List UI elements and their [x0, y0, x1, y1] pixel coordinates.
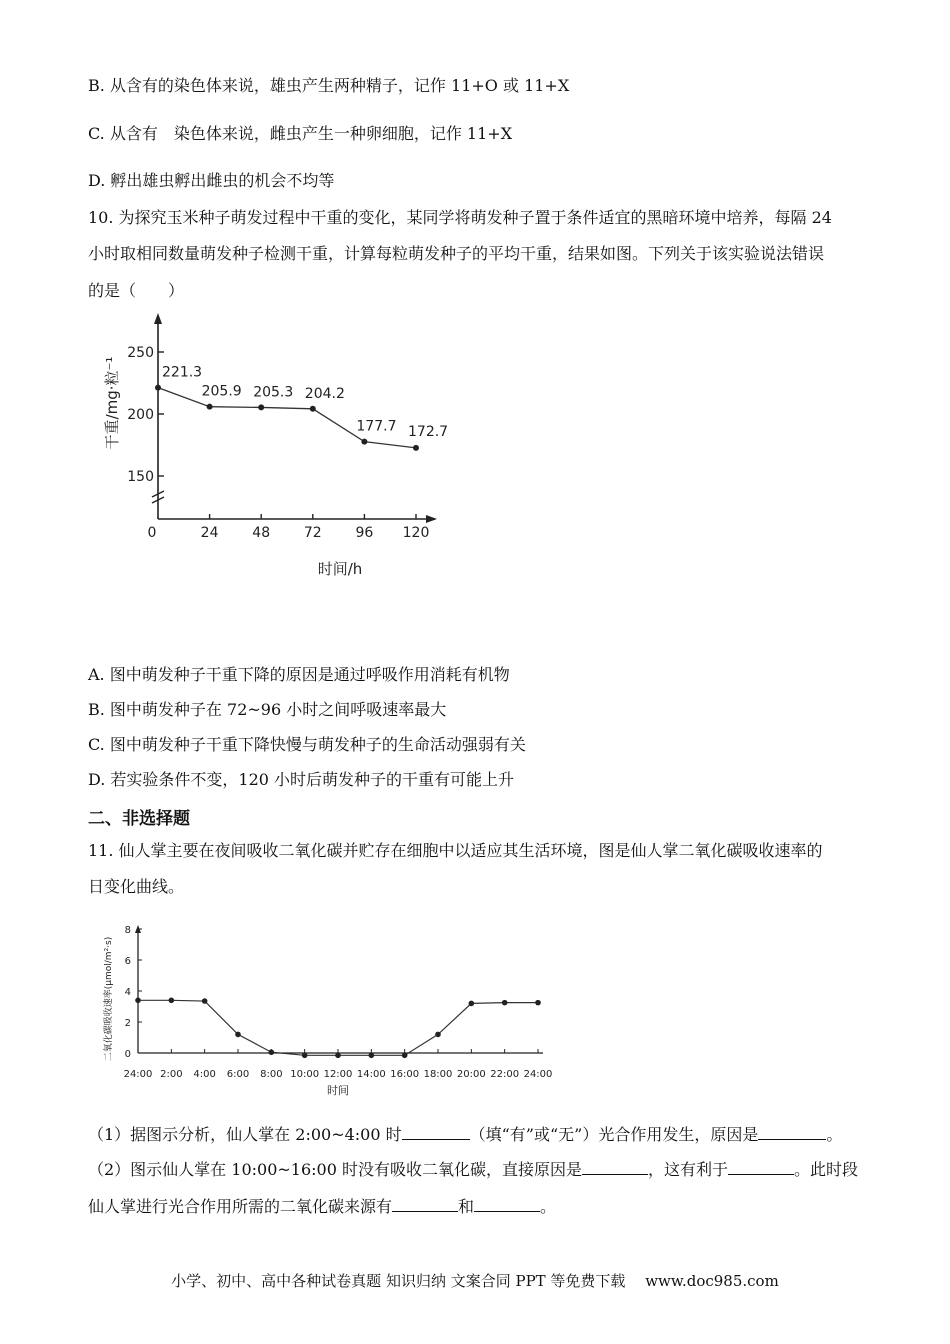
- y-tick-label: 2: [124, 1018, 131, 1029]
- data-point: [135, 998, 141, 1004]
- data-point: [502, 1000, 508, 1006]
- y-tick-label: 8: [124, 925, 131, 936]
- x-tick-label: 22:00: [490, 1069, 520, 1080]
- q11-sub1-text-a: （1）据图示分析，仙人掌在 2:00~4:00 时: [88, 1125, 402, 1144]
- section-title: 二、非选择题: [88, 809, 190, 829]
- x-tick-label: 96: [355, 525, 374, 541]
- data-point: [202, 998, 208, 1004]
- x-tick-label: 120: [402, 525, 430, 541]
- x-tick-label: 18:00: [423, 1069, 453, 1080]
- data-label: 177.7: [356, 418, 397, 435]
- q11-sub1-text-c: 。: [826, 1125, 843, 1144]
- q11-sub2-text-b: ，这有利于: [647, 1160, 728, 1179]
- data-point: [469, 1001, 475, 1007]
- data-point: [369, 1053, 375, 1059]
- y-axis-arrow: [154, 313, 162, 324]
- x-axis-label: 时间: [327, 1084, 349, 1097]
- answer-blank[interactable]: [728, 1158, 794, 1175]
- data-label: 221.3: [162, 364, 203, 381]
- data-point: [302, 1053, 308, 1059]
- q10-option-d: D. 若实验条件不变，120 小时后萌发种子的干重有可能上升: [88, 770, 515, 789]
- co2-absorption-chart: [98, 915, 560, 1100]
- data-point: [413, 445, 419, 451]
- x-tick-label: 24:00: [523, 1069, 553, 1080]
- y-tick-label: 6: [124, 956, 131, 967]
- q10-option-c: C. 图中萌发种子干重下降快慢与萌发种子的生命活动强弱有关: [88, 735, 526, 754]
- q10-option-a: A. 图中萌发种子干重下降的原因是通过呼吸作用消耗有机物: [88, 665, 510, 684]
- x-tick-label: 14:00: [356, 1069, 386, 1080]
- q11-line1: 11. 仙人掌主要在夜间吸收二氧化碳并贮存在细胞中以适应其生活环境，图是仙人掌二氧化碳吸收速率的: [88, 841, 823, 860]
- q10-line3: 的是（ ）: [88, 281, 185, 300]
- q11-sub1: [88, 1123, 842, 1145]
- data-point: [435, 1032, 441, 1038]
- y-tick-label: 0: [124, 1049, 131, 1060]
- y-axis-label: 二氧化碳吸收速率(μmol/m²·s): [104, 936, 114, 1062]
- data-label: 204.2: [304, 385, 345, 402]
- x-tick-label: 8:00: [260, 1069, 283, 1080]
- y-tick-label: 150: [127, 469, 154, 485]
- page-footer: 小学、初中、高中各种试卷真题 知识归纳 文案合同 PPT 等免费下载 www.doc985.com: [171, 1272, 779, 1290]
- x-tick-label: 48: [252, 525, 271, 541]
- data-point: [535, 1000, 541, 1006]
- x-tick-label: 16:00: [390, 1069, 420, 1080]
- y-tick-label: 4: [124, 987, 131, 998]
- q11-line2: 日变化曲线。: [88, 877, 185, 896]
- data-point: [207, 404, 213, 410]
- answer-blank[interactable]: [474, 1195, 540, 1212]
- option-c-prev: C. 从含有 染色体来说，雌虫产生一种卵细胞，记作 11+X: [88, 124, 513, 143]
- x-axis-arrow: [426, 515, 437, 523]
- data-label: 205.9: [201, 383, 242, 400]
- data-point: [402, 1053, 408, 1059]
- y-tick-label: 250: [127, 345, 154, 361]
- option-d-prev: D. 孵出雄虫孵出雌虫的机会不均等: [88, 171, 335, 190]
- q11-sub1-text-b: （填“有”或“无”）光合作用发生，原因是: [469, 1125, 759, 1144]
- q10-line1: 10. 为探究玉米种子萌发过程中干重的变化，某同学将萌发种子置于条件适宜的黑暗环境中培养，每隔 24: [88, 208, 832, 227]
- option-b-prev: B. 从含有的染色体来说，雄虫产生两种精子，记作 11+O 或 11+X: [88, 76, 570, 95]
- x-tick-label: 10:00: [290, 1069, 320, 1080]
- q11-sub3-text-c: 。: [540, 1197, 557, 1216]
- q11-sub2: [88, 1158, 858, 1180]
- x-tick-label: 4:00: [193, 1069, 216, 1080]
- data-point: [258, 404, 264, 410]
- x-tick-label: 20:00: [456, 1069, 486, 1080]
- q11-sub2-text-c: 。此时段: [794, 1160, 859, 1179]
- data-point: [269, 1049, 275, 1055]
- q11-sub3-text-a: 仙人掌进行光合作用所需的二氧化碳来源有: [88, 1197, 393, 1216]
- answer-blank[interactable]: [582, 1158, 648, 1175]
- x-tick-label: 24: [200, 525, 219, 541]
- data-label: 205.3: [253, 384, 294, 401]
- data-point: [335, 1053, 341, 1059]
- x-tick-label: 2:00: [160, 1069, 183, 1080]
- q10-option-b: B. 图中萌发种子在 72~96 小时之间呼吸速率最大: [88, 700, 447, 719]
- x-tick-label: 0: [147, 525, 157, 541]
- x-axis-label: 时间/h: [317, 560, 363, 578]
- data-point: [235, 1032, 241, 1038]
- x-tick-label: 6:00: [226, 1069, 250, 1080]
- x-tick-label: 12:00: [323, 1069, 353, 1080]
- q11-sub2-text-a: （2）图示仙人掌在 10:00~16:00 时没有吸收二氧化碳，直接原因是: [88, 1160, 582, 1179]
- series-line: [138, 1000, 538, 1055]
- data-point: [169, 998, 175, 1004]
- x-tick-label: 24:00: [123, 1069, 153, 1080]
- data-label: 172.7: [408, 423, 449, 440]
- answer-blank[interactable]: [758, 1123, 826, 1140]
- answer-blank[interactable]: [392, 1195, 458, 1212]
- y-tick-label: 200: [127, 407, 154, 423]
- q11-sub3: [88, 1195, 556, 1217]
- q11-sub3-text-b: 和: [458, 1197, 475, 1216]
- q10-line2: 小时取相同数量萌发种子检测干重，计算每粒萌发种子的平均干重，结果如图。下列关于该实验说法错误: [88, 244, 825, 263]
- data-point: [155, 385, 161, 391]
- x-tick-label: 72: [303, 525, 322, 541]
- answer-blank[interactable]: [402, 1123, 470, 1140]
- y-axis-label: 干重/mg·粒⁻¹: [103, 356, 121, 450]
- dry-weight-chart: [95, 305, 455, 590]
- data-point: [361, 439, 367, 445]
- data-point: [310, 406, 316, 412]
